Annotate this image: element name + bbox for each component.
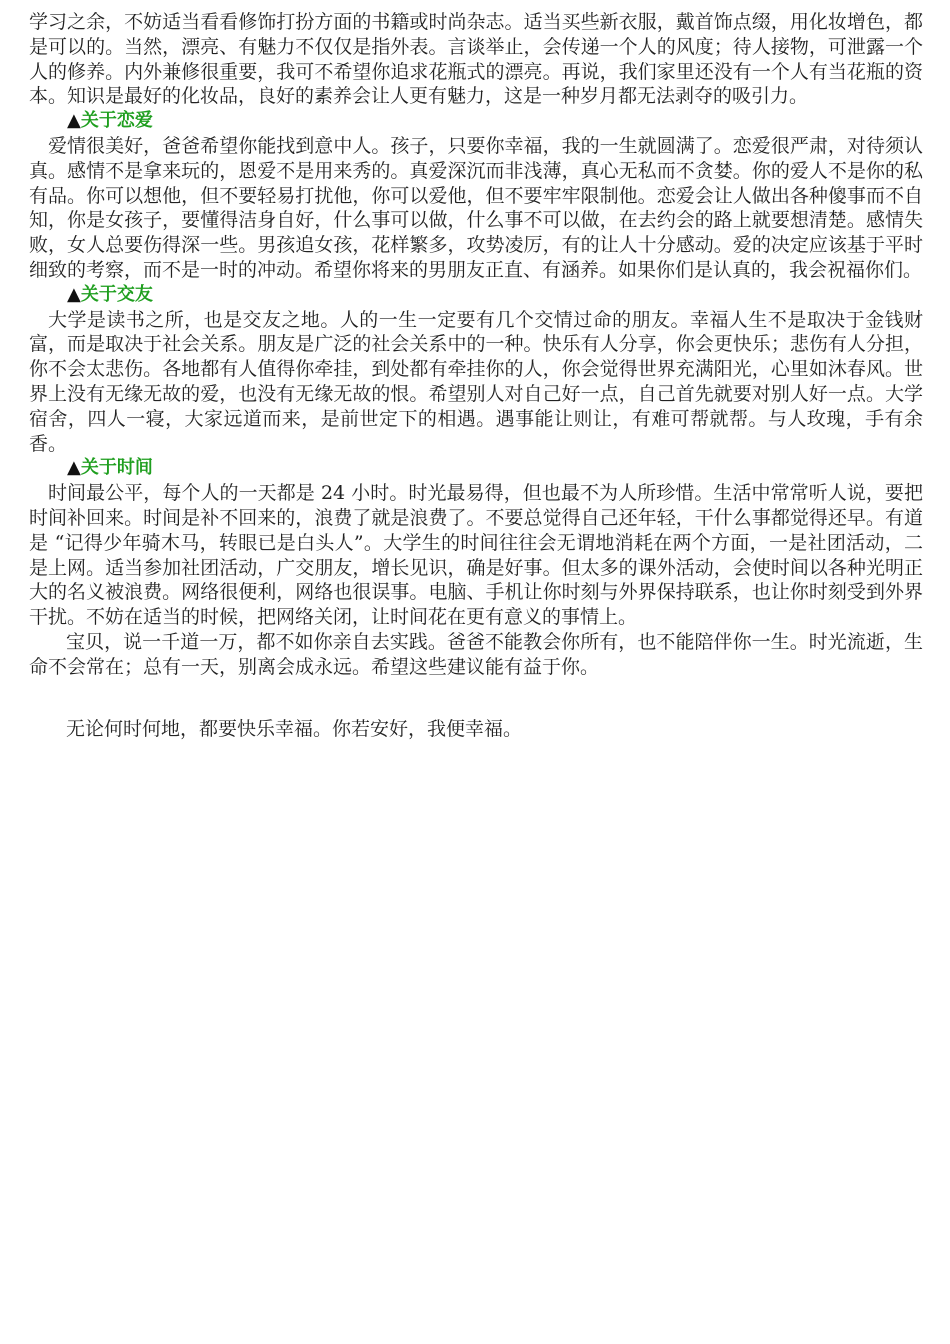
section-heading-text: 关于时间 bbox=[80, 457, 153, 479]
intro-paragraph: 学习之余，不妨适当看看修饰打扮方面的书籍或时尚杂志。适当买些新衣服，戴首饰点缀，用化妆增色，都是可以的。当然，漂亮、有魅力不仅仅是指外表。言谈举止，会传递一个人的风度；待人接物，可泄露一个人的修养。内外兼修很重要，我可不希望你追求花瓶式的漂亮。再说，我们家里还没有一个人有当花瓶的资本。知识是最好的化妆品，良好的素养会让人更有魅力，这是一种岁月都无法剥夺的吸引力。 bbox=[29, 11, 923, 108]
section-heading-time bbox=[29, 456, 923, 481]
section-heading-love bbox=[29, 109, 923, 134]
triangle-marker-icon: ▲ bbox=[67, 457, 81, 479]
section-heading-text: 关于恋爱 bbox=[80, 110, 153, 132]
letter-page bbox=[29, 10, 923, 741]
triangle-marker-icon: ▲ bbox=[67, 283, 81, 305]
closing-line: 无论何时何地，都要快乐幸福。你若安好，我便幸福。 bbox=[66, 717, 523, 740]
section-body-love: 爱情很美好，爸爸希望你能找到意中人。孩子，只要你幸福，我的一生就圆满了。恋爱很严肃，对待须认真。感情不是拿来玩的，恩爱不是用来秀的。真爱深沉而非浅薄，真心无私而不贪婪。你的爱人不是你的私有品。你可以想他，但不要轻易打扰他，你可以爱他，但不要牢牢限制他。恋爱会让人做出各种傻事而不自知，你是女孩子，要懂得洁身自好，什么事可以做，什么事不可以做，在去约会的路上就要想清楚。感情失败，女人总要伤得深一些。男孩追女孩，花样繁多，攻势凌厉，有的让人十分感动。爱的决定应该基于平时细致的考察，而不是一时的冲动。希望你将来的男朋友正直、有涵养。如果你们是认真的，我会祝福你们。 bbox=[29, 134, 923, 281]
triangle-marker-icon: ▲ bbox=[67, 110, 81, 132]
blank-spacer bbox=[29, 680, 923, 717]
section-body-time: 时间最公平，每个人的一天都是 24 小时。时光最易得，但也最不为人所珍惜。生活中常常听人说，要把时间补回来。时间是补不回来的，浪费了就是浪费了。不要总觉得自己还年轻，干什么事都觉得还早。有道是 “记得少年骑木马，转眼已是白头人”。大学生的时间往往会无谓地消耗在两个方面，一是社团活动，二是上网。适当参加社团活动，广交朋友，增长见识，确是好事。但太多的课外活动，会使时间以各种光明正大的名义被浪费。网络很便利，网络也很误事。电脑、手机让你时刻与外界保持联系，也让你时刻受到外界干扰。不妨在适当的时候，把网络关闭，让时间花在更有意义的事情上。 bbox=[29, 482, 923, 629]
section-body-friendship: 大学是读书之所，也是交友之地。人的一生一定要有几个交情过命的朋友。幸福人生不是取决于金钱财富，而是取决于社会关系。朋友是广泛的社会关系中的一种。快乐有人分享，你会更快乐；悲伤有人分担，你不会太悲伤。各地都有人值得你牵挂，到处都有牵挂你的人，你会觉得世界充满阳光，心里如沐春风。世界上没有无缘无故的爱，也没有无缘无故的恨。希望别人对自己好一点，自己首先就要对别人好一点。大学宿舍，四人一寝，大家远道而来，是前世定下的相遇。遇事能让则让，有难可帮就帮。与人玫瑰，手有余香。 bbox=[29, 308, 923, 455]
final-paragraph: 宝贝，说一千道一万，都不如你亲自去实践。爸爸不能教会你所有，也不能陪伴你一生。时光流逝，生命不会常在；总有一天，别离会成永远。希望这些建议能有益于你。 bbox=[29, 630, 923, 678]
section-heading-text: 关于交友 bbox=[80, 283, 153, 305]
section-heading-friendship bbox=[29, 283, 923, 308]
